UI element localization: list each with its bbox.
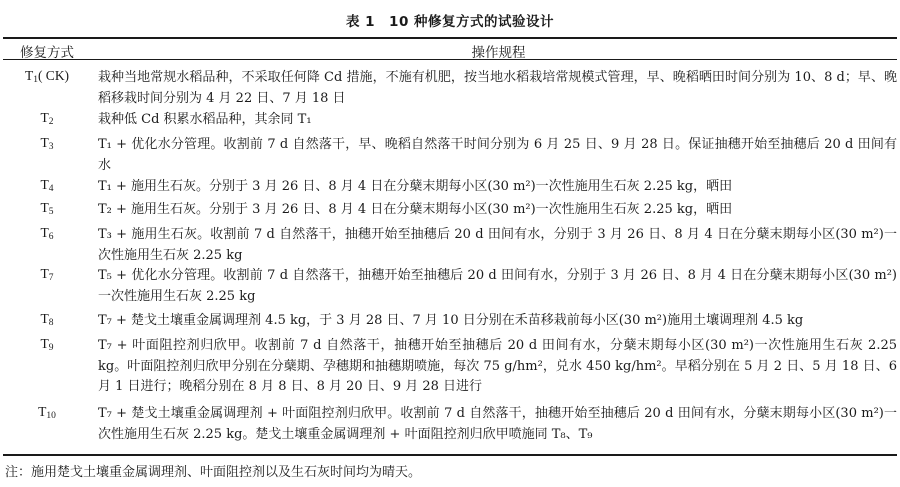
treatment-code: $T_8$ xyxy=(40,311,54,328)
treatment-procedure: T₂ + 施用生石灰。分别于 3 月 26 日、8 月 4 日在分蘖末期每小区(30 m²)一次性施用生石灰 2.25 kg，晒田 xyxy=(98,202,733,217)
treatment-procedure: T₇ + 楚戈土壤重金属调理剂 + 叶面阻控剂归欣甲。收割前 7 d 自然落干，抽穗开始至抽穗后 20 d 田间有水，分蘖末期每小区(30 m²)一次性施用生石灰 2.25 kg。楚戈土壤重金属调理剂 + 叶面阻控剂归欣甲喷施同 T₈、T₉ xyxy=(98,406,897,442)
treatment-code: $T_4$ xyxy=(40,177,54,194)
treatment-procedure: T₁ + 施用生石灰。分别于 3 月 26 日、8 月 4 日在分蘖末期每小区(30 m²)一次性施用生石灰 2.25 kg，晒田 xyxy=(98,179,733,194)
treatment-procedure: T₁ + 优化水分管理。收割前 7 d 自然落干，早、晚稻自然落干时间分别为 6 月 25 日、9 月 28 日。保证抽穗开始至抽穗后 20 d 田间有水 xyxy=(98,137,897,173)
treatment-code: $T_{10}$ xyxy=(38,404,56,421)
table-title: 表 1 10 种修复方式的试验设计 xyxy=(345,14,555,30)
table-footnote: 注：施用楚戈土壤重金属调理剂、叶面阻控剂以及生石灰时间均为晴天。 xyxy=(5,465,422,480)
header-procedure: 操作规程 xyxy=(471,45,526,61)
treatment-code: $T_5$ xyxy=(40,200,54,217)
treatment-procedure: T₅ + 优化水分管理。收割前 7 d 自然落干，抽穗开始至抽穗后 20 d 田间有水，分别于 3 月 26 日、8 月 4 日在分蘖末期每小区(30 m²)一次性施用生石灰 2.25 kg xyxy=(98,268,897,304)
treatment-code: $T_7$ xyxy=(40,266,54,283)
treatment-code: $T_3$ xyxy=(40,135,54,152)
treatment-procedure: 栽种当地常规水稻品种，不采取任何降 Cd 措施，不施有机肥，按当地水稻栽培常规模式管理，早、晚稻晒田时间分别为 10、8 d；早、晚稻移栽时间分别为 4 月 22 日、7 月 18 日 xyxy=(98,70,897,106)
bottom-rule xyxy=(3,454,897,456)
header-rule xyxy=(3,59,897,60)
treatment-code: $T_9$ xyxy=(40,336,54,353)
treatment-procedure: T₇ + 楚戈土壤重金属调理剂 4.5 kg，于 3 月 28 日、7 月 10 日分别在禾苗移栽前每小区(30 m²)施用土壤调理剂 4.5 kg xyxy=(98,313,804,328)
treatment-procedure: T₇ + 叶面阻控剂归欣甲。收割前 7 d 自然落干，抽穗开始至抽穗后 20 d 田间有水，分蘖末期每小区(30 m²)一次性施用生石灰 2.25 kg。叶面阻控剂归欣甲分别在分蘖期、孕穗期和抽穗期喷施，每次 75 g/hm²，兑水 450 kg/hm²。早稻分别在 5 月 2 日、5 月 18 日、6 月 1 日进行；晚稻分别在 8 月 8 日、8 月 20 日、9 月 28 日进行 xyxy=(98,338,897,394)
treatment-procedure: 栽种低 Cd 积累水稻品种，其余同 T₁ xyxy=(98,112,312,127)
treatment-procedure: T₃ + 施用生石灰。收割前 7 d 自然落干，抽穗开始至抽穗后 20 d 田间有水，分别于 3 月 26 日、8 月 4 日在分蘖末期每小区(30 m²)一次性施用生石灰 2.25 kg xyxy=(98,227,897,263)
treatment-code: $T_1$( CK) xyxy=(24,68,70,85)
header-method: 修复方式 xyxy=(20,45,74,61)
treatment-code: $T_2$ xyxy=(40,110,54,127)
top-rule xyxy=(3,37,897,39)
treatment-code: $T_6$ xyxy=(40,225,54,242)
